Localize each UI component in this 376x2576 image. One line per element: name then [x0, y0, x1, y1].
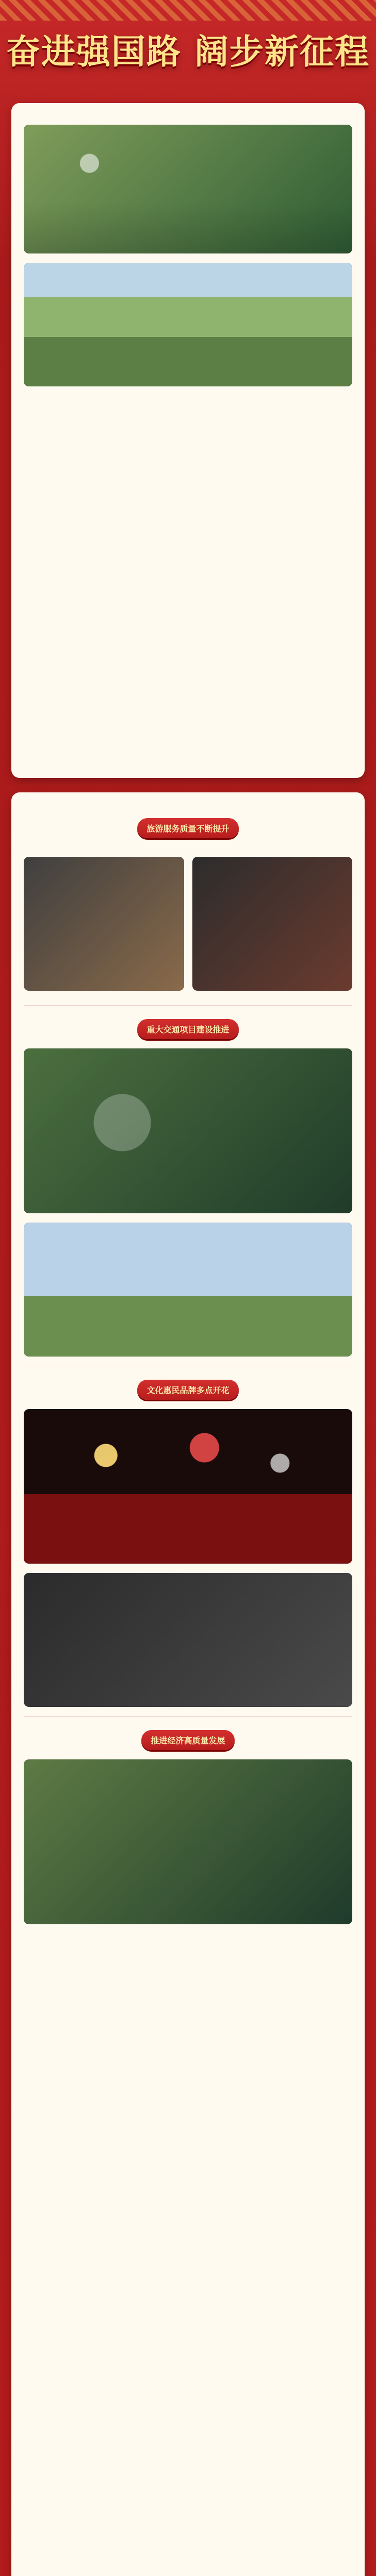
photo-aerial-1 [24, 263, 352, 386]
photo-plane [24, 1223, 352, 1357]
section-title-3: 文化惠民品牌多点开花 [137, 1380, 238, 1400]
page-title: 奋进强国路 阔步新征程 [6, 31, 370, 72]
photo-grid-1 [24, 848, 352, 996]
section-title-2: 重大交通项目建设推进 [137, 1019, 238, 1039]
content-card [11, 792, 365, 2576]
intro-card [11, 103, 365, 778]
divider-1 [24, 1005, 352, 1006]
section-header-4 [24, 1730, 352, 1750]
section-header-2 [24, 1019, 352, 1039]
section-header-1 [24, 818, 352, 838]
divider-3 [24, 1716, 352, 1717]
photo-stadium [24, 1573, 352, 1707]
photo-village-1 [24, 125, 352, 253]
header [0, 0, 376, 103]
photo-road [24, 1048, 352, 1213]
section-header-3 [24, 1380, 352, 1400]
section-title-4: 推进经济高质量发展 [141, 1730, 234, 1750]
photo-village-2 [24, 1759, 352, 1924]
section-title-1: 旅游服务质量不断提升 [137, 818, 238, 838]
photo-market [192, 857, 353, 991]
photo-fireworks [24, 1409, 352, 1564]
photo-street [24, 857, 184, 991]
